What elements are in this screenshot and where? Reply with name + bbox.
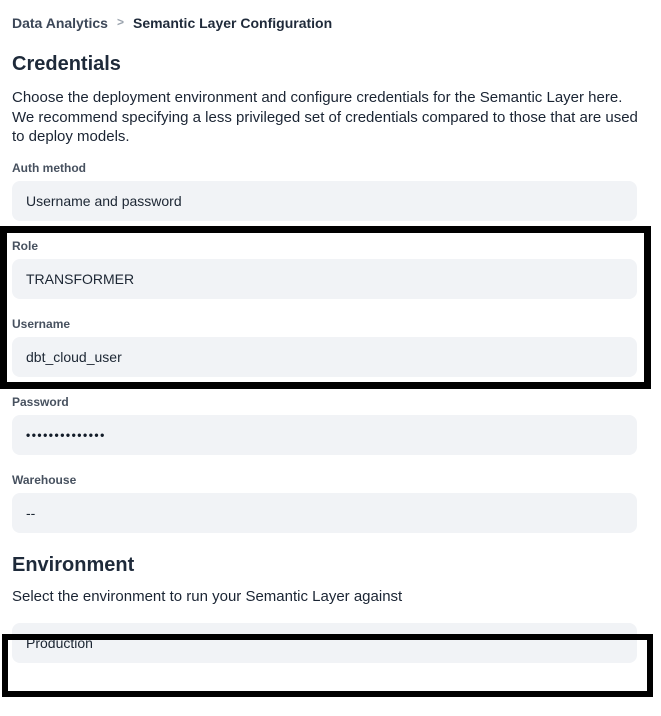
warehouse-label: Warehouse [12, 472, 77, 487]
environment-description: Select the environment to run your Semantic Layer against [12, 587, 403, 605]
credentials-description: Choose the deployment environment and configure credentials for the Semantic Layer here. We recommend specifying a less privileged set of credentials compared to those that are used to deploy models. [12, 89, 638, 145]
chevron-right-icon: > [116, 15, 124, 29]
warehouse-select[interactable]: -- [12, 493, 637, 533]
role-field-group [12, 239, 649, 299]
username-input[interactable]: dbt_cloud_user [12, 337, 637, 377]
auth-method-field-group [12, 161, 649, 221]
warehouse-field-group [12, 473, 649, 533]
role-input[interactable]: TRANSFORMER [12, 259, 637, 299]
username-field-group [12, 317, 649, 377]
environment-select[interactable]: Production [12, 623, 637, 663]
username-label: Username [12, 316, 71, 331]
role-label: Role [12, 238, 39, 253]
environment-field-group [12, 623, 649, 663]
password-field-group [12, 395, 649, 455]
breadcrumb-item-semantic-layer-configuration: Semantic Layer Configuration [132, 15, 333, 31]
auth-method-label: Auth method [12, 160, 86, 175]
password-input[interactable]: •••••••••••••• [12, 415, 637, 455]
auth-method-select[interactable]: Username and password [12, 181, 637, 221]
breadcrumb [12, 14, 649, 32]
password-label: Password [12, 394, 69, 409]
environment-heading: Environment [12, 553, 135, 576]
breadcrumb-item-data-analytics[interactable]: Data Analytics [12, 15, 108, 31]
credentials-heading: Credentials [12, 53, 121, 75]
